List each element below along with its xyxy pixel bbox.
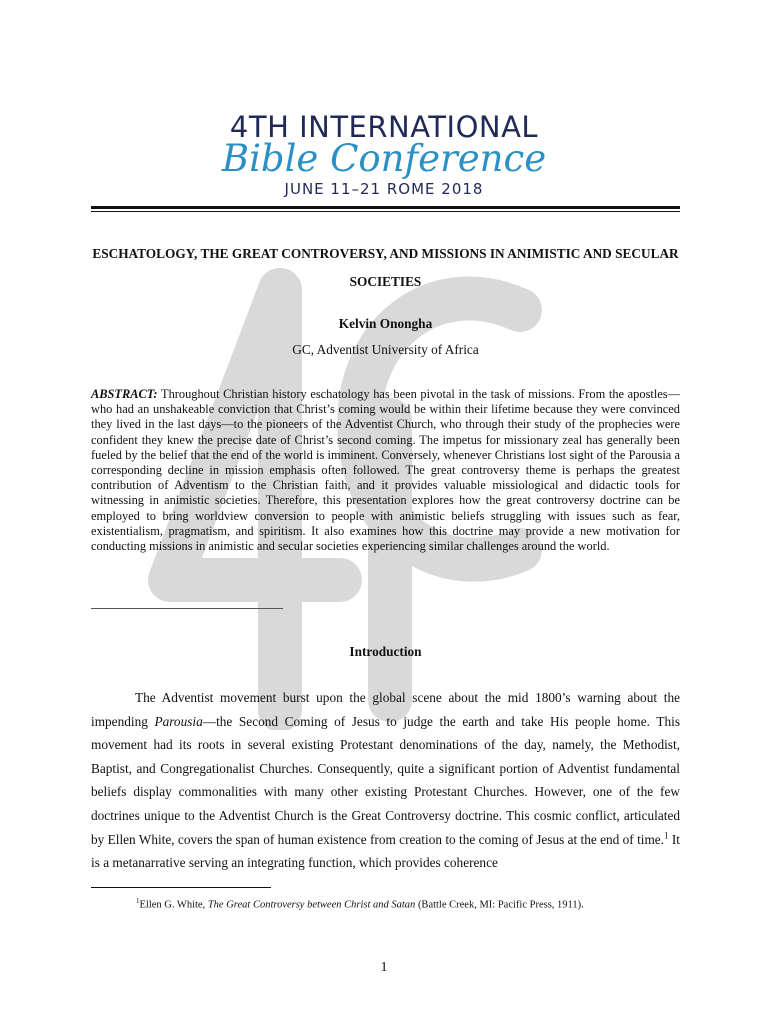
footnote-reference[interactable]: 1 — [664, 830, 669, 841]
intro-text-parousia: Parousia — [154, 713, 203, 729]
logo-line-international: 4TH INTERNATIONAL — [229, 110, 539, 144]
abstract — [91, 387, 680, 554]
introduction-paragraph — [91, 686, 680, 875]
header-rule-thin — [91, 211, 680, 212]
paper-title: ESCHATOLOGY, THE GREAT CONTROVERSY, AND MISSIONS IN ANIMISTIC AND SECULAR SOCIETIES — [92, 246, 679, 289]
footnote-marker: 1 — [136, 897, 140, 905]
abstract-label: ABSTRACT: — [91, 387, 158, 401]
section-heading-introduction: Introduction — [349, 644, 422, 659]
footnote-author: Ellen G. White, — [139, 899, 208, 911]
intro-text-a: The Adventist movement burst upon the global scene about the mid 1800’s warning about the impending — [91, 690, 680, 729]
abstract-text: Throughout Christian history eschatology has been pivotal in the task of missions. From the apostles—who had an unshakeable conviction that Christ’s coming would be within their lifetime because they were convinced they lived in the last days—to the pioneers of the Adventist Church, who through their study of the prophecies were confident they knew the precise date of Christ’s second coming. The impetus for missionary zeal has generally been fueled by the belief that the end of the world is imminent. Conversely, whenever Christians lost sight of the Parousia a corresponding decline in mission emphasis often followed. The great controversy theme is perhaps the greatest contribution of Adventism to the Christian faith, and it provides valuable missiological and didactic tools for witnessing in animistic societies. Therefore, this presentation explores how the great controversy doctrine can be employed to bring worldview conversion to people with animistic beliefs struggling with issues such as fear, existentialism, pragmatism, and spiritism. It also examines how this doctrine may provide a new motivation for conducting missions in animistic and secular societies experiencing similar challenges around the world. — [91, 387, 680, 554]
footnote-rule — [91, 887, 271, 888]
footnote-publication: (Battle Creek, MI: Pacific Press, 1911). — [415, 899, 584, 911]
footnote-title: The Great Controversy between Christ and Satan — [207, 899, 416, 911]
intro-text-c: It is a metanarrative serving an integrating function, which provides coherence — [91, 831, 680, 871]
logo-line-date-location: JUNE 11–21 ROME 2018 — [284, 180, 484, 198]
conference-logo — [0, 112, 768, 198]
intro-text-b: —the Second Coming of Jesus to judge the earth and take His people home. This movement had its roots in several existing Protestant denominations of the day, namely, the Methodist, Baptist, and Congregationalist Churches. Consequently, quite a significant portion of Adventist fundamental beliefs display commonalities with many other existing Protestant Churches. However, one of the few doctrines unique to the Adventist Church is the Great Controversy doctrine. This cosmic conflict, articulated by Ellen White, covers the span of human existence from creation to the coming of Jesus at the end of time. — [91, 713, 680, 847]
footnote — [136, 895, 680, 912]
author-name: Kelvin Onongha — [338, 316, 433, 331]
author-affiliation: GC, Adventist University of Africa — [292, 342, 479, 357]
logo-line-bible-conference: Bible Conference — [221, 137, 547, 180]
header-rule-thick — [91, 206, 680, 209]
abstract-divider — [91, 608, 283, 609]
page-number: 1 — [380, 960, 388, 975]
